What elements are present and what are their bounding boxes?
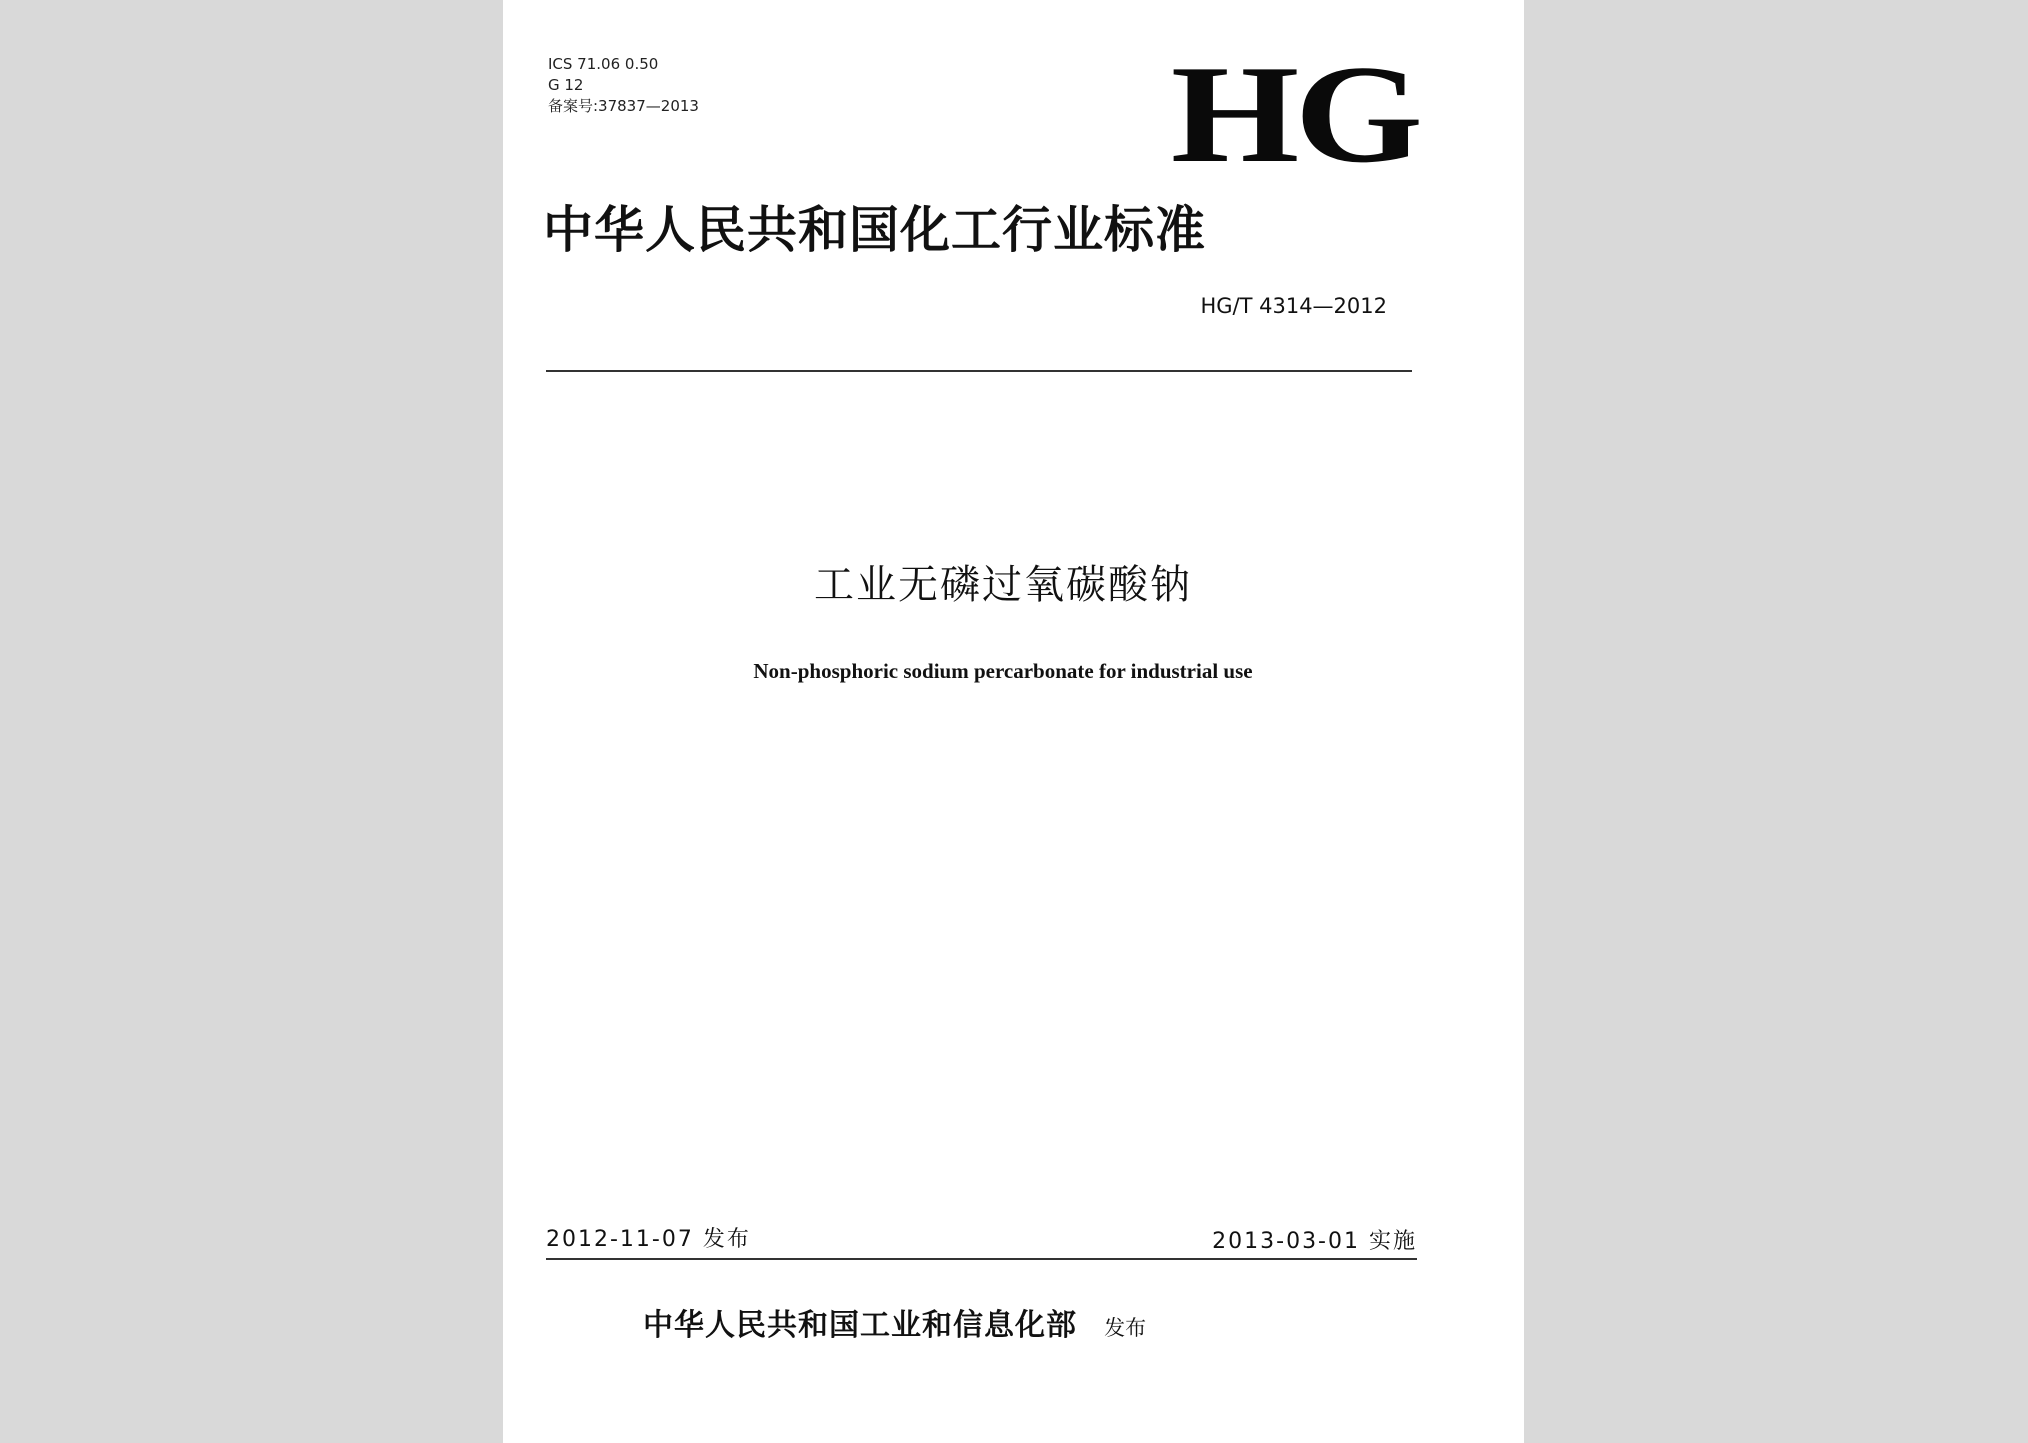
ics-code: ICS 71.06 0.50 xyxy=(548,55,659,73)
bottom-divider xyxy=(546,1258,1417,1260)
document-page xyxy=(503,0,1524,1443)
hg-logo: HG xyxy=(1170,37,1419,192)
top-divider xyxy=(546,370,1412,372)
document-title-english: Non-phosphoric sodium percarbonate for industrial use xyxy=(753,659,1253,683)
filing-number: 备案号:37837—2013 xyxy=(548,97,699,115)
classification-block xyxy=(548,54,699,117)
publisher-line xyxy=(643,1306,1146,1348)
standard-number: HG/T 4314—2012 xyxy=(1200,294,1387,318)
publisher-action: 发布 xyxy=(1104,1316,1147,1340)
category-code: G 12 xyxy=(548,76,584,94)
standard-title: 中华人民共和国化工行业标准 xyxy=(543,201,1206,259)
issue-date: 2012-11-07 发布 xyxy=(546,1227,751,1252)
effective-date: 2013-03-01 实施 xyxy=(1212,1229,1417,1254)
publisher-organization: 中华人民共和国工业和信息化部 xyxy=(643,1308,1077,1343)
document-title-chinese: 工业无磷过氧碳酸钠 xyxy=(814,562,1192,608)
